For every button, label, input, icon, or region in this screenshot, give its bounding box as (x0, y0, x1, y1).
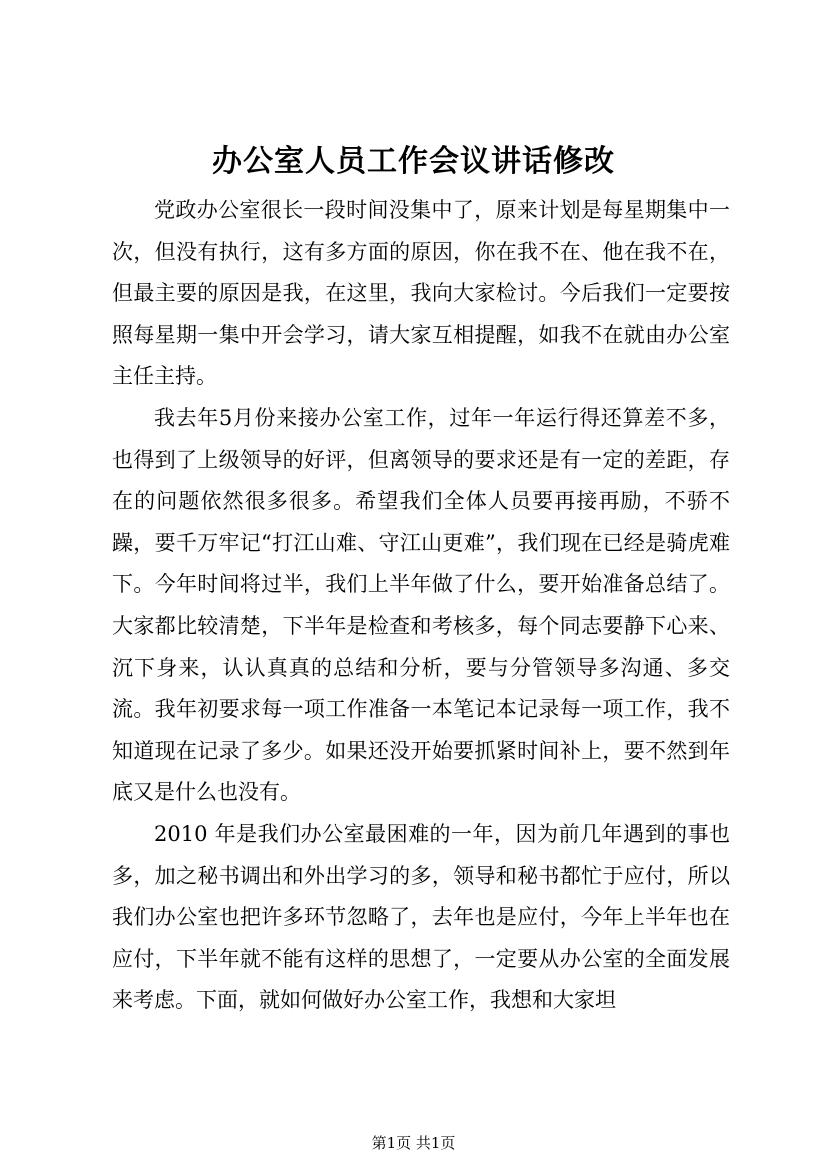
document-title: 办公室人员工作会议讲话修改 (212, 144, 615, 179)
paragraph-2: 我去年5月份来接办公室工作，过年一年运行得还算差不多，也得到了上级领导的好评，但离领导的要求还是有一定的差距，存在的问题依然很多很多。希望我们全体人员要再接再励，不骄不躁，要千万牢记“打江山难、守江山更难”，我们现在已经是骑虎难下。今年时间将过半，我们上半年做了什么，要开始准备总结了。大家都比较清楚，下半年是检查和考核多，每个同志要静下心来、沉下身来，认认真真的总结和分析，要与分管领导多沟通、多交流。我年初要求每一项工作准备一本笔记本记录每一项工作，我不知道现在记录了多少。如果还没开始要抓紧时间补上，要不然到年底又是什么也没有。 (112, 405, 730, 805)
document-body (112, 190, 730, 1022)
paragraph-1: 党政办公室很长一段时间没集中了，原来计划是每星期集中一次，但没有执行，这有多方面的原因，你在我不在、他在我不在，但最主要的原因是我，在这里，我向大家检讨。今后我们一定要按照每星期一集中开会学习，请大家互相提醒，如我不在就由办公室主任主持。 (112, 198, 730, 389)
paragraph-3: 2010 年是我们办公室最困难的一年，因为前几年遇到的事也多，加之秘书调出和外出学习的多，领导和秘书都忙于应付，所以我们办公室也把许多环节忽略了，去年也是应付，今年上半年也在应付，下半年就不能有这样的思想了，一定要从办公室的全面发展来考虑。下面，就如何做好办公室工作，我想和大家坦 (112, 821, 730, 1013)
page-footer: 第1页 共1页 (371, 1134, 456, 1152)
